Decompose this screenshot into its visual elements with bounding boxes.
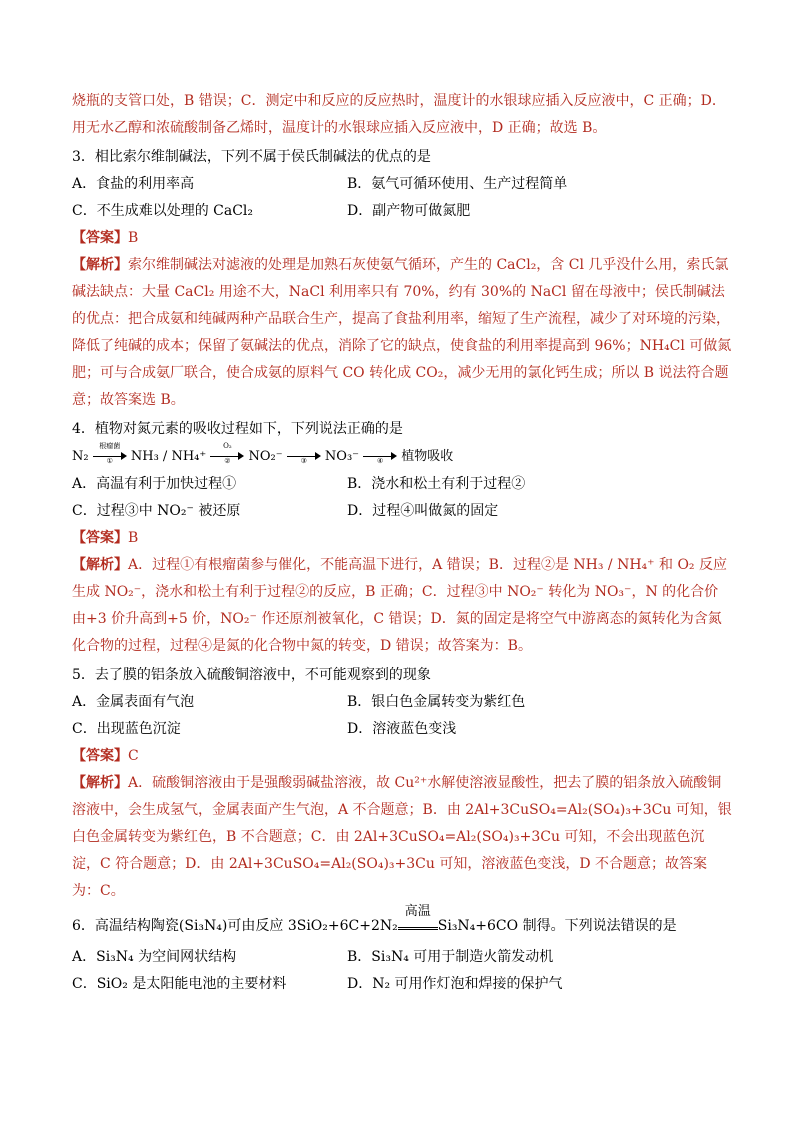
question-3-options: [72, 171, 732, 225]
arrow-2-number: ②: [224, 456, 231, 465]
chain-arrow-2: [210, 441, 244, 465]
q5-option-b: B．银白色金属转变为紫红色: [347, 694, 526, 710]
arrow-1-condition: 根瘤菌: [99, 441, 121, 450]
arrow-2-condition: O₂: [223, 441, 232, 450]
reaction-condition: [398, 904, 438, 930]
chain-nh3-nh4: NH₃ / NH₄⁺: [130, 449, 207, 464]
q6-stem-after: Si₃N₄+6CO 制得。下列说法错误的是: [437, 918, 677, 934]
chain-end: 植物吸收: [401, 449, 454, 464]
question-6: [72, 904, 732, 998]
q3-option-b: B．氨气可循环使用、生产过程简单: [347, 176, 568, 192]
analysis-tag: 【解析】: [72, 257, 128, 273]
q6-option-a: A．Si₃N₄ 为空间网状结构: [72, 949, 237, 965]
document-page: [72, 88, 732, 998]
analysis-tag: 【解析】: [72, 775, 128, 791]
q3-option-d: D．副产物可做氮肥: [347, 203, 471, 219]
chain-no3: NO₃⁻: [324, 449, 360, 464]
previous-analysis-tail: 烧瓶的支管口处，B 错误；C．测定中和反应的反应热时，温度计的水银球应插入反应液中，C 正确；D．用无水乙醇和浓硫酸制备乙烯时，温度计的水银球应插入反应液中，D 正确；故选 B。: [72, 93, 726, 136]
q3-option-a: A．食盐的利用率高: [72, 176, 195, 192]
q6-stem-before: 6．高温结构陶瓷(Si₃N₄)可由反应 3SiO₂+6C+2N₂: [72, 918, 398, 934]
question-3: [72, 144, 732, 414]
q3-answer-value: B: [128, 230, 139, 246]
q4-option-b: B．浇水和松土有利于过程②: [347, 476, 526, 492]
answer-tag: 【答案】: [72, 748, 128, 764]
question-5-options: [72, 689, 732, 743]
q3-answer: [72, 225, 732, 252]
q4-option-c: C．过程③中 NO₂⁻ 被还原: [72, 503, 241, 519]
question-5-stem: 5．去了膜的铝条放入硫酸铜溶液中，不可能观察到的现象: [72, 667, 431, 683]
question-6-stem: [72, 904, 732, 940]
analysis-tag: 【解析】: [72, 557, 128, 573]
q3-option-c: C．不生成难以处理的 CaCl₂: [72, 203, 254, 219]
question-4-options: [72, 471, 732, 525]
chain-n2: N₂: [72, 449, 89, 464]
question-4: [72, 416, 732, 660]
answer-tag: 【答案】: [72, 530, 128, 546]
q5-option-c: C．出现蓝色沉淀: [72, 721, 181, 737]
q6-option-d: D．N₂ 可用作灯泡和焊接的保护气: [347, 976, 563, 992]
q5-option-d: D．溶液蓝色变浅: [347, 721, 457, 737]
q4-option-d: D．过程④叫做氮的固定: [347, 503, 499, 519]
q3-analysis-text: 索尔维制碱法对滤液的处理是加熟石灰使氨气循环，产生的 CaCl₂，含 Cl 几乎没什么用，索氏氯碱法缺点：大量 CaCl₂ 用途不大，NaCl 利用率只有 70%，约有 30%的 NaCl 留在母液中；侯氏制碱法的优点：把合成氨和纯碱两种产品联合生产，提高了食盐利用率，缩短了生产流程，减少了对环境的污染，降低了纯碱的成本；保留了氨碱法的优点，消除了它的缺点，使食盐的利用率提高到 96%；NH₄Cl 可做氮肥；可与合成氨厂联合，使合成氨的原料气 CO 转化成 CO₂，减少无用的氯化钙生成；所以 B 说法符合题意；故答案选 B。: [72, 257, 732, 408]
q4-analysis: [72, 552, 732, 660]
q5-analysis: [72, 770, 732, 905]
question-4-stem: 4．植物对氮元素的吸收过程如下，下列说法正确的是: [72, 421, 403, 437]
q6-option-b: B．Si₃N₄ 可用于制造火箭发动机: [347, 949, 554, 965]
question-3-stem: 3．相比索尔维制碱法，下列不属于侯氏制碱法的优点的是: [72, 149, 431, 165]
question-6-options: [72, 944, 732, 998]
q5-answer: [72, 743, 732, 770]
chain-arrow-4: [363, 450, 397, 464]
q4-analysis-text: A．过程①有根瘤菌参与催化，不能高温下进行，A 错误；B．过程②是 NH₃ / NH₄⁺ 和 O₂ 反应生成 NO₂⁻，浇水和松土有利于过程②的反应，B 正确；C．过程③中 NO₂⁻ 转化为 NO₃⁻，N 的化合价由+3 价升高到+5 价，NO₂⁻ 作还原剂被氧化，C 错误；D．氮的固定是将空气中游离态的氮转化为含氮化合物的过程，过程④是氮的化合物中氮的转变，D 错误；故答案为：B。: [72, 557, 727, 654]
q5-analysis-text: A．硫酸铜溶液由于是强酸弱碱盐溶液，故 Cu²⁺水解使溶液显酸性，把去了膜的铝条放入硫酸铜溶液中，会生成氢气，金属表面产生气泡，A 不合题意；B．由 2Al+3CuSO₄=Al₂(SO₄)₃+3Cu 可知，银白色金属转变为紫红色，B 不合题意；C．由 2Al+3CuSO₄=Al₂(SO₄)₃+3Cu 可知，不会出现蓝色沉淀，C 符合题意；D．由 2Al+3CuSO₄=Al₂(SO₄)₃+3Cu 可知，溶液蓝色变浅，D 不合题意；故答案为：C。: [72, 775, 732, 899]
arrow-3-number: ③: [300, 456, 307, 465]
nitrogen-cycle-chain: [72, 443, 732, 471]
q4-answer: [72, 525, 732, 552]
arrow-4-number: ④: [377, 456, 384, 465]
chain-no2: NO₂⁻: [248, 449, 283, 464]
reaction-condition-label: 高温: [404, 904, 431, 919]
chain-arrow-1: [93, 441, 127, 465]
q5-option-a: A．金属表面有气泡: [72, 694, 195, 710]
arrow-1-number: ①: [106, 456, 113, 465]
q6-option-c: C．SiO₂ 是太阳能电池的主要材料: [72, 976, 287, 992]
answer-tag: 【答案】: [72, 230, 128, 246]
question-5: [72, 662, 732, 905]
q4-option-a: A．高温有利于加快过程①: [72, 476, 237, 492]
q3-analysis: [72, 252, 732, 414]
q5-answer-value: C: [128, 748, 139, 764]
chain-arrow-3: [287, 450, 321, 464]
q4-answer-value: B: [128, 530, 139, 546]
